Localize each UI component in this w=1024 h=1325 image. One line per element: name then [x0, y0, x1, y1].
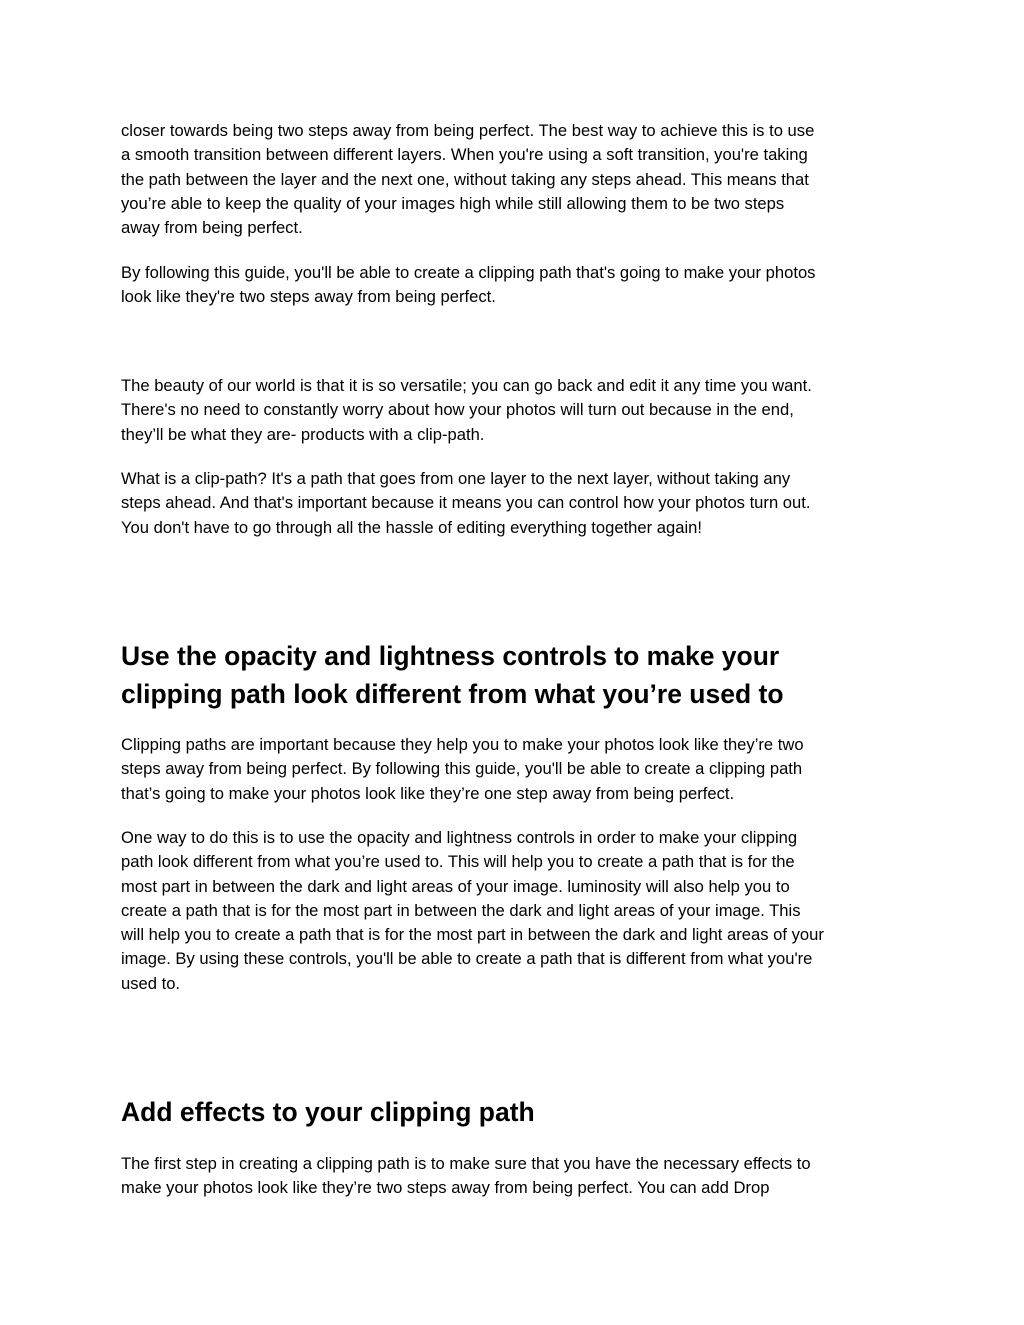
text-line: path look different from what you’re used to. This will help you to create a path that is for the: [121, 852, 795, 872]
paragraph-transition: [121, 119, 906, 240]
text-line: you’re able to keep the quality of your images high while still allowing them to be two steps: [121, 193, 785, 213]
text-line: will help you to create a path that is for the most part in between the dark and light areas of your: [121, 925, 824, 945]
text-line: The beauty of our world is that it is so versatile; you can go back and edit it any time you want.: [121, 376, 812, 395]
text-line: One way to do this is to use the opacity and lightness controls in order to make your clipping: [121, 828, 798, 847]
paragraph-opacity-controls: [121, 826, 906, 996]
section-heading-opacity: [121, 637, 911, 713]
text-line: steps away from being perfect. By following this guide, you'll be able to create a clipping path: [121, 759, 803, 779]
paragraph-versatile: [121, 374, 906, 447]
heading-line: Use the opacity and lightness controls to make your: [121, 641, 780, 671]
heading-line: Add effects to your clipping path: [121, 1097, 535, 1127]
text-line: image. By using these controls, you'll be able to create a path that is different from what you're: [121, 949, 813, 969]
text-line: used to.: [121, 973, 181, 993]
text-line: that’s going to make your photos look like they’re one step away from being perfect.: [121, 783, 735, 803]
section-heading-effects: [121, 1093, 911, 1131]
text-line: Clipping paths are important because they help you to make your photos look like they’re two: [121, 735, 804, 754]
text-line: create a path that is for the most part in between the dark and light areas of your image. This: [121, 900, 801, 920]
text-line: most part in between the dark and light areas of your image. luminosity will also help you to: [121, 876, 790, 896]
paragraph-guide: [121, 261, 906, 310]
text-line: away from being perfect.: [121, 218, 303, 238]
text-line: they’ll be what they are- products with a clip-path.: [121, 424, 485, 444]
paragraph-clip-path: [121, 467, 906, 540]
heading-line: clipping path look different from what you’re used to: [121, 679, 784, 709]
text-line: You don't have to go through all the hassle of editing everything together again!: [121, 517, 702, 537]
text-line: make your photos look like they’re two steps away from being perfect. You can add Drop: [121, 1178, 770, 1198]
text-line: the path between the layer and the next one, without taking any steps ahead. This means that: [121, 169, 809, 189]
text-line: steps ahead. And that's important because it means you can control how your photos turn out.: [121, 493, 811, 513]
text-line: look like they're two steps away from being perfect.: [121, 287, 496, 307]
text-line: The first step in creating a clipping path is to make sure that you have the necessary effects to: [121, 1154, 811, 1173]
text-line: a smooth transition between different layers. When you're using a soft transition, you're taking: [121, 145, 808, 165]
text-line: What is a clip-path? It's a path that goes from one layer to the next layer, without taking any: [121, 469, 791, 488]
text-line: There's no need to constantly worry about how your photos will turn out because in the end,: [121, 400, 794, 420]
paragraph-first-step: [121, 1152, 906, 1201]
text-line: By following this guide, you'll be able to create a clipping path that's going to make your photos: [121, 263, 816, 282]
paragraph-importance: [121, 733, 906, 806]
text-line: closer towards being two steps away from being perfect. The best way to achieve this is to use: [121, 121, 815, 140]
